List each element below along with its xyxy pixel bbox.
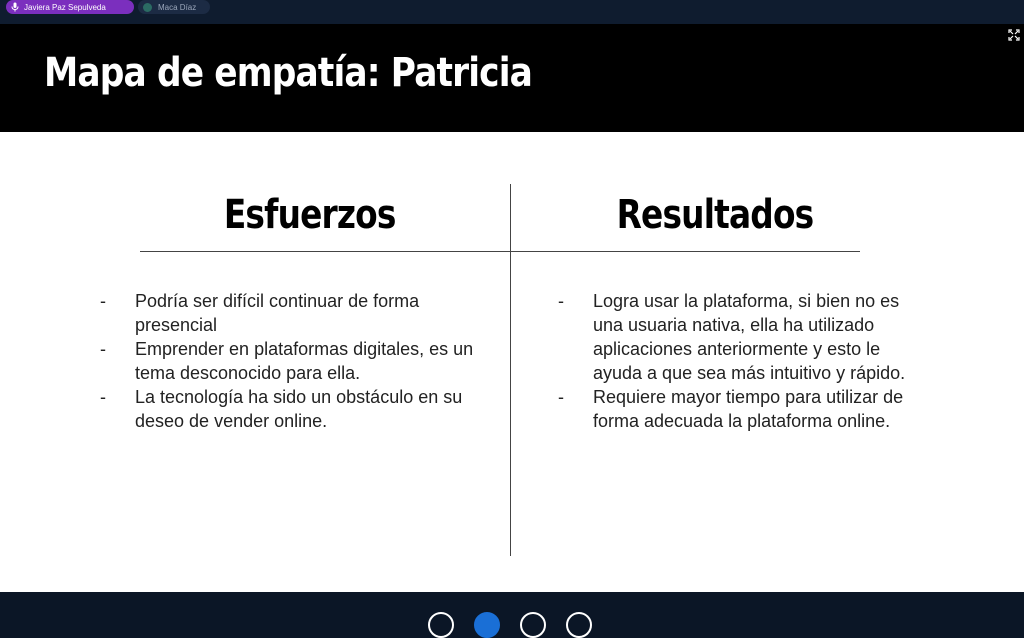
bullet-dash: - [558,387,564,407]
esfuerzos-list [100,289,480,433]
avatar-dot-icon [143,3,152,12]
bullet-dash: - [100,387,106,407]
list-item: - La tecnología ha sido un obstáculo en su deseo de vender online. [100,387,463,431]
column-heading-esfuerzos: Esfuerzos [224,192,396,238]
participants-bar [0,0,1024,24]
bullet-dash: - [100,339,106,359]
vertical-divider [510,184,511,556]
presentation-slide [0,24,1024,592]
fullscreen-icon[interactable] [1008,26,1020,38]
participant-tag[interactable] [138,0,210,14]
list-item: - Emprender en plataformas digitales, es un tema desconocido para ella. [100,339,474,383]
resultados-list [558,289,930,433]
list-item: - Logra usar la plataforma, si bien no es una usuaria nativa, ella ha utilizado aplicaciones anteriormente y esto le ayuda a que sea más intuitivo y rápido. [558,291,906,383]
microphone-button[interactable] [474,612,500,638]
camera-button[interactable] [520,612,546,638]
microphone-icon [10,2,20,12]
reactions-button[interactable] [428,612,454,638]
share-screen-button[interactable] [566,612,592,638]
bullet-dash: - [100,291,106,311]
horizontal-divider [140,251,860,252]
meeting-controls-bar [0,592,1024,624]
list-item: - Podría ser difícil continuar de forma presencial [100,291,420,335]
column-heading-resultados: Resultados [616,192,814,238]
slide-header [0,24,1024,132]
slide-title: Mapa de empatía: Patricia [44,50,532,96]
bullet-dash: - [558,291,564,311]
list-item: - Requiere mayor tiempo para utilizar de forma adecuada la plataforma online. [558,387,904,431]
participant-name: Maca Díaz [158,2,197,12]
participant-name: Javiera Paz Sepulveda [24,2,106,12]
participant-tag-active[interactable] [6,0,134,14]
